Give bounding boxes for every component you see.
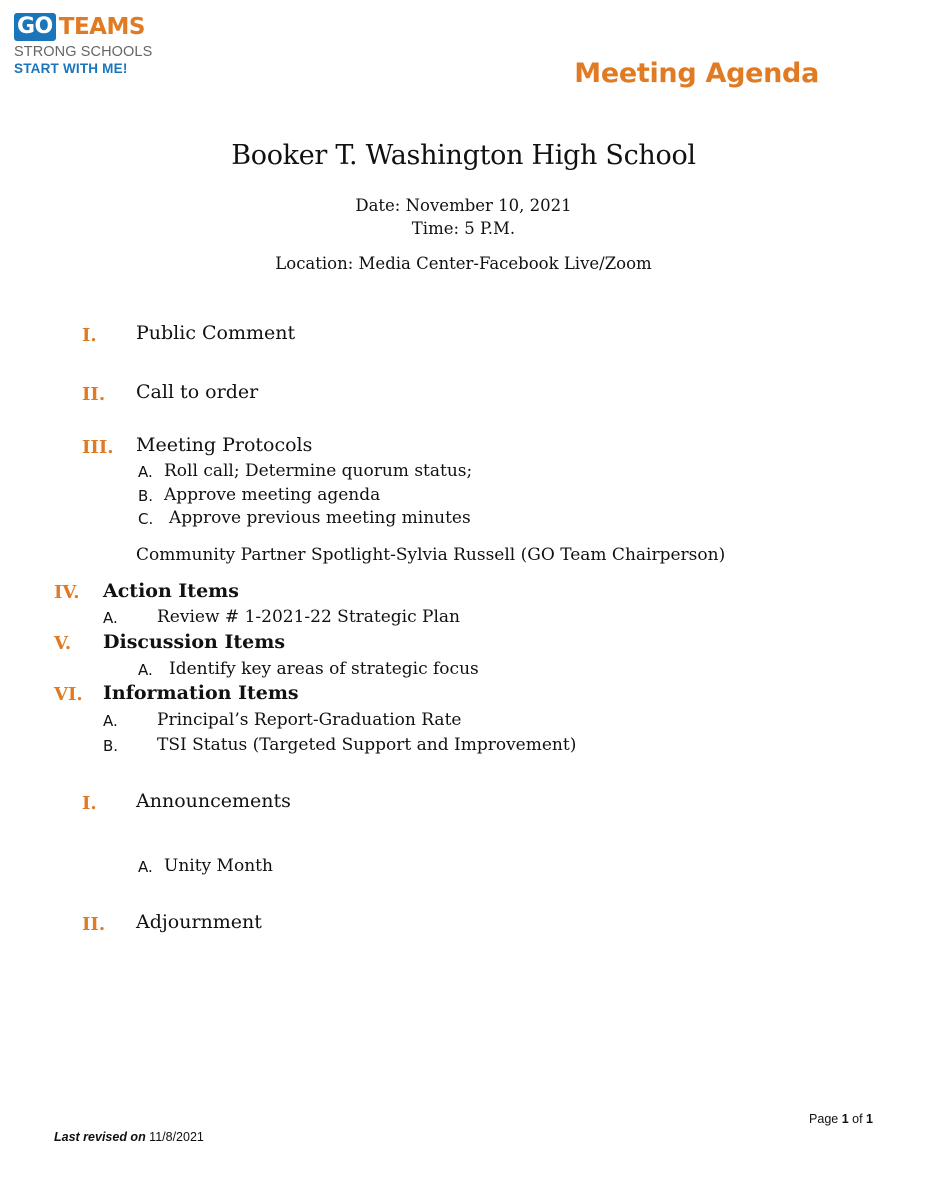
agenda-item-number: IV. (54, 582, 80, 603)
agenda-item-number: III. (82, 437, 114, 458)
agenda-item-number: V. (54, 633, 72, 654)
revised-date: 11/8/2021 (145, 1130, 204, 1144)
page-current: 1 (841, 1112, 849, 1126)
sub-item-letter: A. (138, 661, 153, 679)
community-partner-spotlight: Community Partner Spotlight-Sylvia Russell (GO Team Chairperson) (136, 545, 726, 565)
meeting-time: Time: 5 P.M. (411, 219, 516, 238)
sub-item-strategic-plan: Review # 1-2021-22 Strategic Plan (157, 607, 461, 627)
agenda-item-number: I. (82, 793, 97, 814)
sub-item-letter: A. (138, 463, 153, 481)
agenda-item-number: II. (82, 384, 106, 405)
page-prefix: Page (809, 1112, 842, 1126)
agenda-item-number: VI. (54, 684, 83, 705)
sub-item-approve-minutes: Approve previous meeting minutes (169, 508, 471, 528)
goteams-logo (14, 12, 164, 76)
logo-tagline-2: START WITH ME! (14, 61, 128, 76)
sub-item-principal-report: Principal’s Report-Graduation Rate (157, 710, 462, 730)
agenda-item-action-items: Action Items (103, 580, 239, 602)
revised-label: Last revised on (54, 1130, 146, 1144)
agenda-item-discussion-items: Discussion Items (103, 631, 286, 653)
page-of: of (848, 1112, 867, 1126)
sub-item-letter: A. (103, 712, 118, 730)
agenda-item-adjournment: Adjournment (136, 911, 262, 933)
page-total: 1 (866, 1112, 873, 1126)
agenda-item-call-to-order: Call to order (136, 381, 259, 403)
sub-item-tsi-status: TSI Status (Targeted Support and Improvement) (157, 735, 577, 755)
logo-teams: TEAMS (58, 14, 145, 40)
logo-go: GO (14, 13, 56, 41)
logo-tagline-1: STRONG SCHOOLS (14, 44, 153, 60)
sub-item-letter: C. (138, 510, 154, 528)
last-revised (54, 1130, 204, 1144)
agenda-item-information-items: Information Items (103, 682, 299, 704)
document-title: Meeting Agenda (574, 58, 819, 89)
agenda-item-public-comment: Public Comment (136, 322, 296, 344)
sub-item-strategic-focus: Identify key areas of strategic focus (169, 659, 479, 679)
sub-item-letter: A. (103, 609, 118, 627)
sub-item-unity-month: Unity Month (164, 856, 273, 876)
school-name: Booker T. Washington High School (231, 140, 696, 171)
sub-item-roll-call: Roll call; Determine quorum status; (164, 461, 473, 481)
agenda-item-number: I. (82, 325, 97, 346)
page-number (809, 1112, 873, 1126)
meeting-date: Date: November 10, 2021 (355, 196, 572, 215)
sub-item-letter: B. (103, 737, 119, 755)
agenda-item-meeting-protocols: Meeting Protocols (136, 434, 313, 456)
meeting-location: Location: Media Center-Facebook Live/Zoom (275, 254, 652, 273)
sub-item-letter: A. (138, 858, 153, 876)
sub-item-letter: B. (138, 487, 154, 505)
sub-item-approve-agenda: Approve meeting agenda (164, 485, 381, 505)
agenda-item-number: II. (82, 914, 106, 935)
agenda-item-announcements: Announcements (136, 790, 291, 812)
